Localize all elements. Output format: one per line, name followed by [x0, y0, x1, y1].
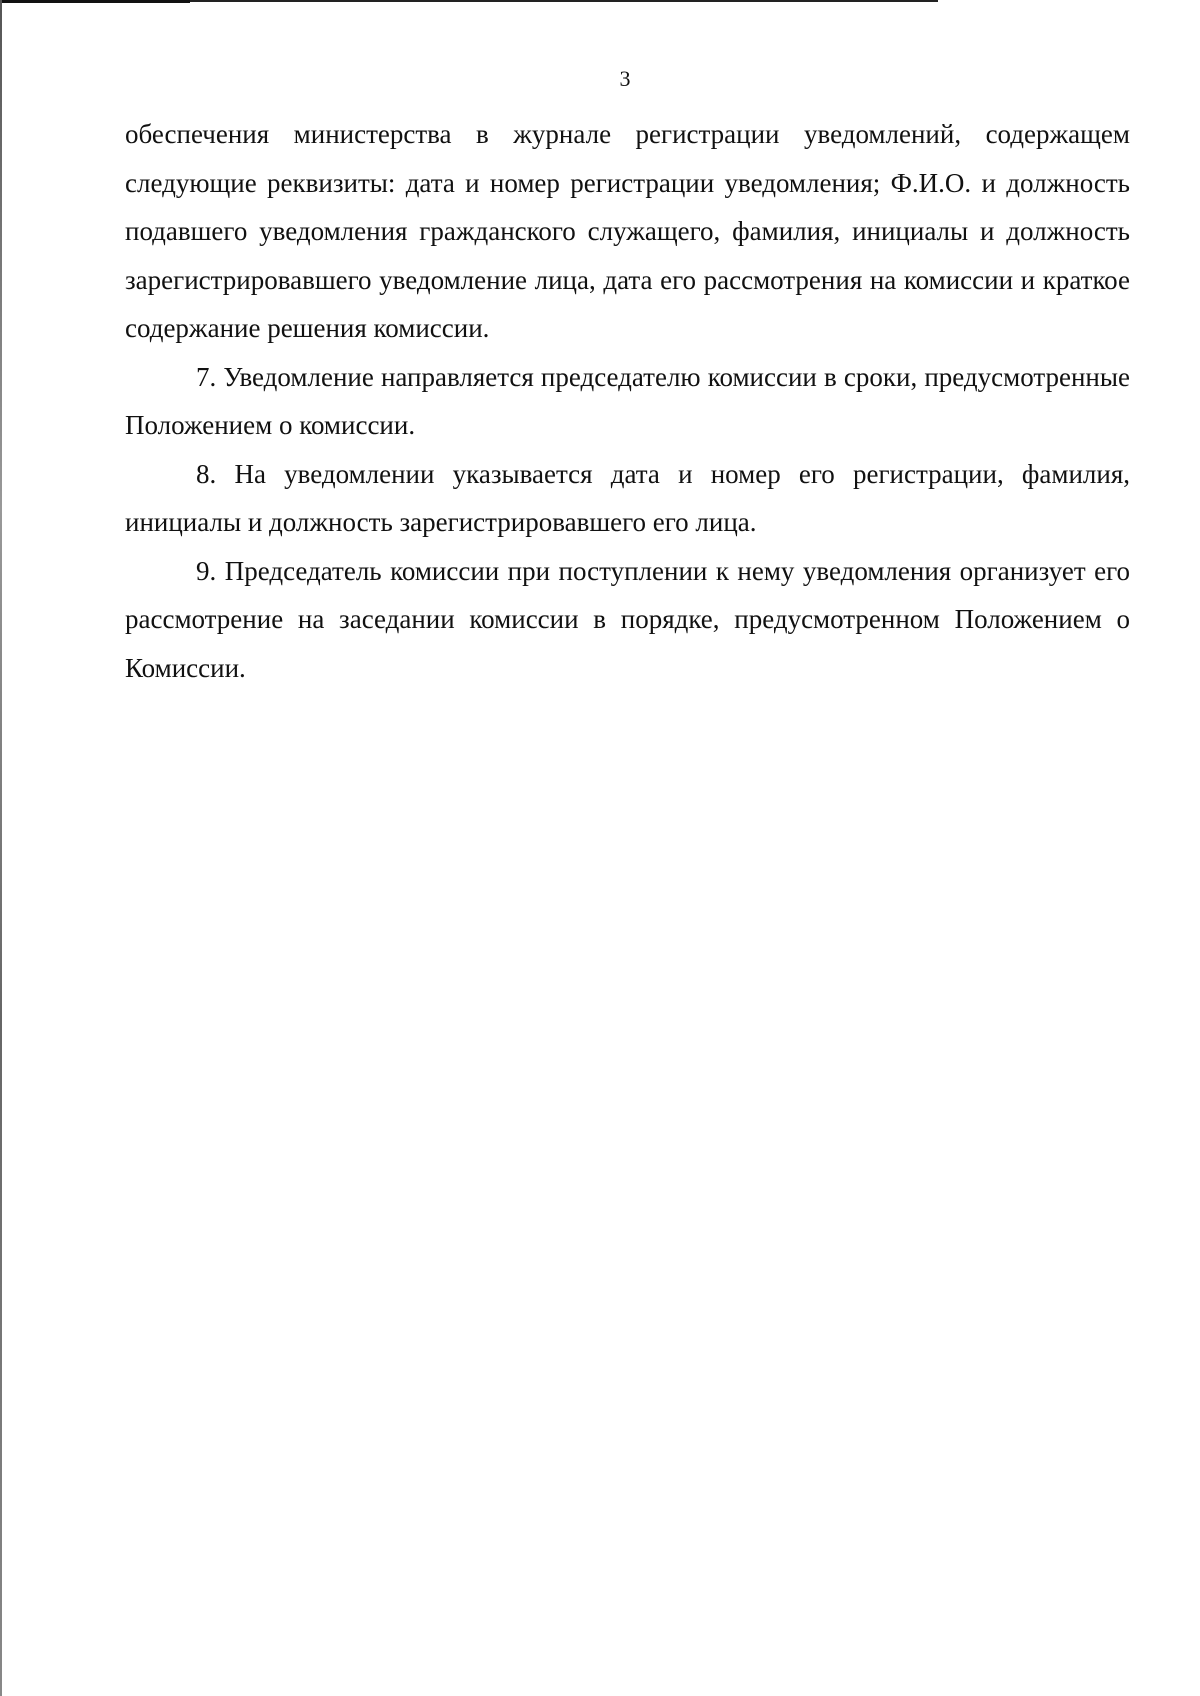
paragraph-continuation: обеспечения министерства в журнале регистрации уведомлений, содержащем следующие реквизиты: дата и номер регистрации уведомления; Ф.И.О. и должность подавшего уведомления гражданского служащего, фамилия, инициалы и должность зарегистрировавшего уведомление лица, дата его рассмотрения на комиссии и краткое содержание решения комиссии. — [125, 119, 1130, 343]
paragraph-item-9: 9. Председатель комиссии при поступлении к нему уведомления организует его рассмотрение на заседании комиссии в порядке, предусмотренном Положением о Комиссии. — [125, 555, 1130, 683]
paragraph-item-8: 8. На уведомлении указывается дата и номер его регистрации, фамилия, инициалы и должность зарегистрировавшего его лица. — [125, 458, 1130, 537]
document-body — [125, 110, 1130, 692]
scan-top-border-mark — [0, 0, 190, 3]
scan-left-border — [0, 0, 2, 1696]
page-number: 3 — [619, 66, 631, 91]
paragraph-item-7: 7. Уведомление направляется председателю комиссии в сроки, предусмотренные Положением о комиссии. — [125, 361, 1130, 440]
